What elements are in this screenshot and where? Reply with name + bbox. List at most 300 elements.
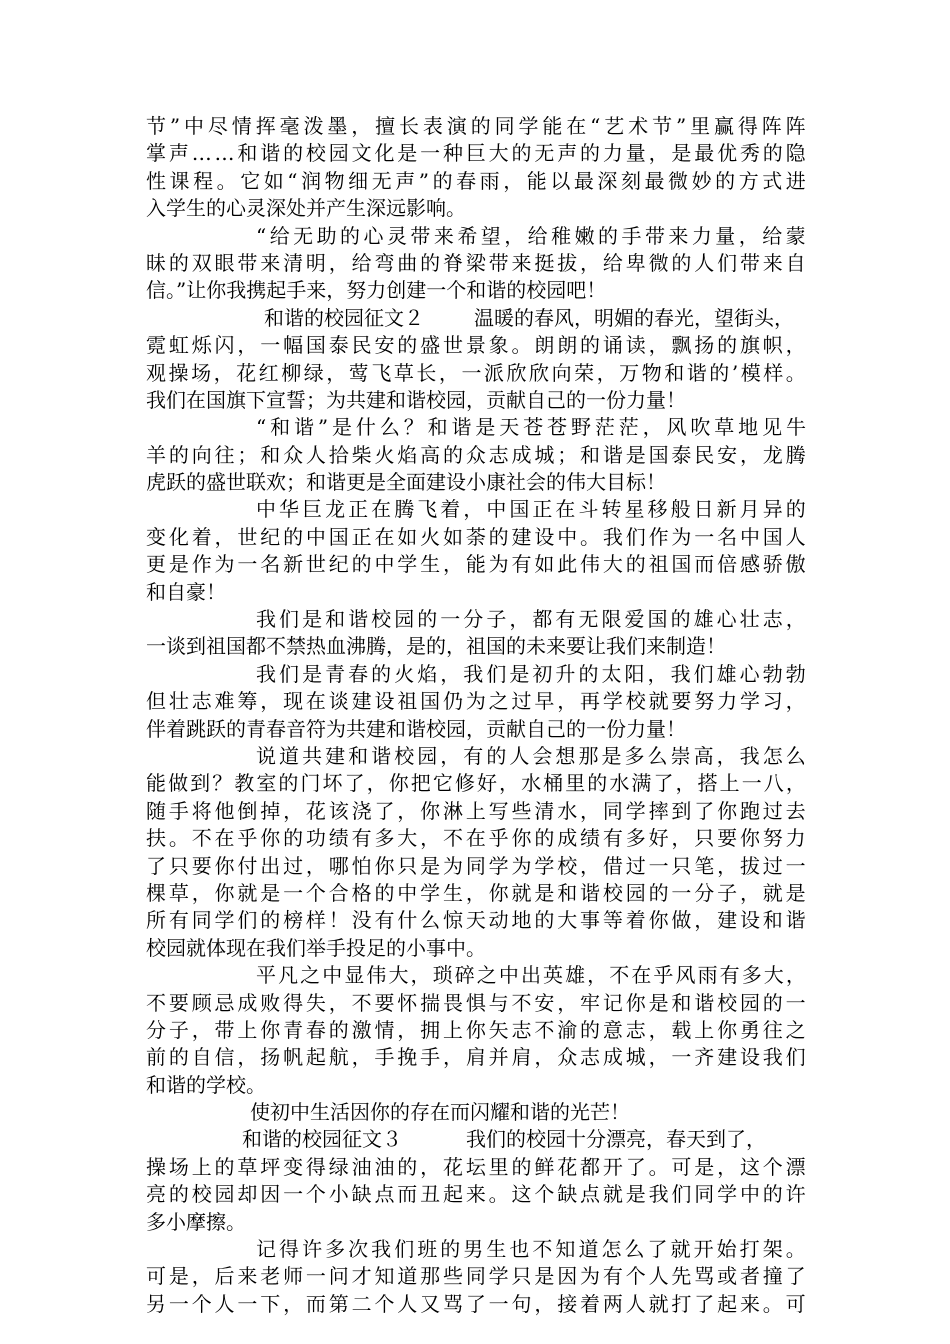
glyph: ，: [642, 415, 663, 440]
glyph: 的: [785, 497, 806, 522]
glyph: 设: [534, 524, 555, 549]
glyph: 力: [691, 223, 712, 248]
glyph: 因: [260, 1182, 281, 1207]
section-heading: 和谐的校园征文２: [264, 305, 424, 330]
glyph: 草: [237, 1154, 258, 1179]
glyph: 带: [488, 250, 509, 275]
line-text: 信。”让你我携起手来，努力创建一个和谐的校园吧！: [146, 278, 607, 303]
glyph: 和: [325, 607, 346, 632]
glyph: 多: [374, 826, 395, 851]
glyph: 子: [486, 607, 507, 632]
glyph: 的: [168, 1045, 189, 1070]
glyph: 有: [463, 743, 484, 768]
glyph: ，: [675, 771, 696, 796]
glyph: 细: [348, 168, 369, 193]
text-line: [146, 1263, 806, 1290]
glyph: ，: [717, 1154, 738, 1179]
text-line: [146, 195, 806, 222]
glyph: 和: [427, 415, 448, 440]
glyph: 把: [410, 771, 431, 796]
glyph: 有: [511, 552, 532, 577]
glyph: 掌: [146, 141, 166, 166]
glyph: 因: [557, 1264, 578, 1289]
glyph: 有: [719, 963, 740, 988]
glyph: ，: [463, 497, 484, 522]
glyph: 了: [694, 1291, 715, 1316]
glyph: 句: [511, 1291, 532, 1316]
glyph: 伟: [366, 963, 387, 988]
glyph: 成: [557, 826, 578, 851]
glyph: 感: [739, 552, 760, 577]
glyph: 雨: [479, 168, 500, 193]
glyph: 不: [442, 826, 463, 851]
glyph: 勃: [785, 661, 806, 686]
glyph: ，: [694, 908, 715, 933]
glyph: 幅: [283, 333, 304, 358]
glyph: 只: [694, 826, 715, 851]
glyph: 个: [762, 1154, 783, 1179]
glyph: ，: [785, 333, 806, 358]
glyph: 前: [146, 1045, 166, 1070]
glyph: 民: [694, 442, 715, 467]
glyph: 接: [557, 1291, 578, 1316]
glyph: 般: [670, 497, 691, 522]
glyph: 是: [625, 1182, 646, 1207]
text-line: [146, 962, 806, 989]
glyph: 转: [601, 497, 622, 522]
glyph: 最: [573, 168, 594, 193]
glyph: 就: [648, 1291, 669, 1316]
glyph: 。: [488, 1182, 509, 1207]
glyph: 你: [648, 908, 669, 933]
glyph: 共: [302, 743, 323, 768]
glyph: 阳: [624, 661, 645, 686]
glyph: 绿: [328, 1154, 349, 1179]
glyph: 怕: [351, 853, 372, 878]
glyph: 变: [283, 1154, 304, 1179]
glyph: 校: [305, 141, 326, 166]
glyph: 八: [763, 771, 784, 796]
glyph: 一: [694, 524, 715, 549]
glyph: 力: [602, 141, 623, 166]
glyph: 个: [305, 880, 326, 905]
glyph: 的: [168, 1182, 189, 1207]
glyph: 能: [526, 168, 547, 193]
glyph: 修: [454, 771, 475, 796]
glyph: 我: [648, 1182, 669, 1207]
glyph: 一: [488, 1291, 509, 1316]
glyph: 许: [785, 1182, 806, 1207]
text-line: [146, 880, 806, 907]
glyph: 乎: [488, 826, 509, 851]
glyph: 出: [260, 853, 281, 878]
glyph: 花: [305, 798, 326, 823]
glyph: ，: [739, 880, 760, 905]
glyph: 扬: [694, 333, 715, 358]
glyph: 正: [348, 497, 369, 522]
glyph: 盛: [420, 333, 441, 358]
glyph: 谐: [371, 743, 392, 768]
glyph: 成: [511, 442, 532, 467]
glyph: ，: [191, 1017, 212, 1042]
text-line: [146, 113, 806, 140]
glyph: 的: [374, 880, 395, 905]
glyph: 过: [762, 853, 783, 878]
glyph: 之: [300, 963, 321, 988]
glyph: 大: [557, 908, 578, 933]
glyph: ，: [648, 141, 669, 166]
glyph: 学: [488, 853, 509, 878]
glyph: 校: [602, 880, 623, 905]
glyph: ，: [534, 1291, 555, 1316]
glyph: 的: [417, 607, 438, 632]
glyph: 是: [302, 607, 323, 632]
glyph: 你: [625, 990, 646, 1015]
glyph: 拔: [557, 250, 578, 275]
glyph: 学: [488, 1264, 509, 1289]
glyph: 拔: [739, 853, 760, 878]
glyph: 拥: [420, 1017, 441, 1042]
glyph: 给: [527, 223, 548, 248]
glyph: 荼: [465, 524, 486, 549]
glyph: 水: [557, 798, 578, 823]
glyph: 能: [146, 771, 166, 796]
glyph: 在: [371, 497, 392, 522]
glyph: 日: [693, 497, 714, 522]
glyph: 如: [397, 524, 418, 549]
glyph: 你: [511, 826, 532, 851]
glyph: 得: [737, 114, 758, 138]
glyph: 的: [709, 360, 730, 385]
glyph: 开: [602, 1154, 623, 1179]
glyph: 却: [237, 1182, 258, 1207]
glyph: 校: [625, 689, 646, 714]
glyph: 分: [694, 880, 715, 905]
glyph: 扶: [146, 826, 166, 851]
glyph: 他: [214, 798, 235, 823]
glyph: 同: [191, 908, 212, 933]
glyph: ，: [328, 990, 349, 1015]
glyph: 水: [521, 771, 542, 796]
glyph: 谐: [348, 607, 369, 632]
glyph: 次: [348, 1237, 369, 1262]
glyph: 校: [557, 853, 578, 878]
glyph: 分: [463, 607, 484, 632]
glyph: 一: [648, 853, 669, 878]
glyph: 阵: [785, 114, 806, 138]
glyph: 成: [602, 1045, 623, 1070]
glyph: 祖: [397, 689, 418, 714]
text-line: [146, 277, 806, 304]
glyph: 朗: [557, 333, 578, 358]
glyph: 它: [240, 168, 261, 193]
glyph: 同: [465, 853, 486, 878]
glyph: 没: [351, 908, 372, 933]
glyph: 泼: [303, 114, 324, 138]
glyph: 在: [631, 963, 652, 988]
glyph: 朗: [534, 333, 555, 358]
glyph: …: [214, 141, 235, 166]
glyph: 要: [191, 853, 212, 878]
glyph: 记: [602, 990, 623, 1015]
text-line: [146, 305, 806, 332]
glyph: 肩: [465, 1045, 486, 1070]
glyph: 的: [397, 1154, 418, 1179]
glyph: 校: [191, 1182, 212, 1207]
glyph: 情: [374, 1017, 395, 1042]
glyph: ”: [418, 168, 430, 193]
glyph: 在: [214, 826, 235, 851]
glyph: 羊: [146, 442, 166, 467]
text-line: [146, 633, 806, 660]
glyph: 赢: [713, 114, 734, 138]
glyph: 惧: [465, 990, 486, 1015]
glyph: 们: [279, 661, 300, 686]
glyph: 雄: [716, 661, 737, 686]
glyph: 门: [300, 771, 321, 796]
glyph: 鲜: [534, 1154, 555, 1179]
text-line: [146, 770, 806, 797]
glyph: 的: [598, 223, 619, 248]
glyph: 。: [648, 1154, 669, 1179]
glyph: 物: [324, 168, 345, 193]
glyph: 齐: [694, 1045, 715, 1070]
glyph: 往: [214, 442, 235, 467]
glyph: 演: [446, 114, 467, 138]
glyph: 油: [374, 1154, 395, 1179]
glyph: 男: [463, 1237, 484, 1262]
glyph: 在: [555, 497, 576, 522]
glyph: 事: [580, 908, 601, 933]
text-line: [146, 935, 806, 962]
glyph: 帜: [762, 333, 783, 358]
glyph: 在: [374, 524, 395, 549]
glyph: 多: [741, 963, 762, 988]
glyph: 这: [511, 1182, 532, 1207]
glyph: 先: [671, 1264, 692, 1289]
glyph: 校: [394, 743, 415, 768]
glyph: 不: [511, 990, 532, 1015]
glyph: 程: [193, 168, 214, 193]
glyph: 志: [191, 689, 212, 714]
glyph: 油: [351, 1154, 372, 1179]
glyph: 勇: [739, 1017, 760, 1042]
glyph: 着: [440, 497, 461, 522]
glyph: 观: [146, 360, 166, 385]
glyph: ，: [557, 990, 578, 1015]
glyph: 化: [374, 141, 395, 166]
text-line: [146, 360, 806, 387]
glyph: 花: [557, 1154, 578, 1179]
text-line: [146, 524, 806, 551]
glyph: 的: [351, 552, 372, 577]
glyph: 格: [351, 880, 372, 905]
glyph: 的: [715, 168, 736, 193]
glyph: 你: [388, 771, 409, 796]
glyph: 多: [325, 1237, 346, 1262]
glyph: 式: [762, 168, 783, 193]
glyph: 凡: [278, 963, 299, 988]
glyph: 的: [717, 333, 738, 358]
glyph: 付: [237, 853, 258, 878]
glyph: 一: [440, 607, 461, 632]
glyph: 艺: [604, 114, 625, 138]
glyph: 的: [671, 250, 692, 275]
glyph: 了: [344, 771, 365, 796]
glyph: 谈: [328, 689, 349, 714]
glyph: 榜: [283, 908, 304, 933]
glyph: 荣: [574, 360, 595, 385]
glyph: 是: [648, 990, 669, 1015]
glyph: 你: [717, 798, 738, 823]
glyph: ，: [191, 880, 212, 905]
text-line: [146, 442, 806, 469]
line-text: 多小摩擦。: [146, 1209, 246, 1234]
glyph: 之: [488, 689, 509, 714]
glyph: 始: [716, 1237, 737, 1262]
glyph: 巨: [302, 497, 323, 522]
glyph: 绩: [580, 826, 601, 851]
glyph: 龙: [762, 442, 783, 467]
glyph: 牛: [785, 415, 806, 440]
glyph: 腾: [394, 497, 415, 522]
glyph: 昧: [146, 250, 166, 275]
glyph: 华: [279, 497, 300, 522]
glyph: 的: [762, 1182, 783, 1207]
glyph: 你: [260, 826, 281, 851]
glyph: 里: [565, 771, 586, 796]
glyph: 来: [668, 223, 689, 248]
glyph: 摔: [648, 798, 669, 823]
glyph: 傲: [785, 552, 806, 577]
glyph: 上: [442, 1017, 463, 1042]
glyph: 缺: [351, 1182, 372, 1207]
glyph: 带: [214, 1017, 235, 1042]
glyph: 道: [397, 1264, 418, 1289]
glyph: 在: [465, 826, 486, 851]
glyph: 航: [328, 1045, 349, 1070]
glyph: 惊: [442, 908, 463, 933]
glyph: ，: [504, 223, 525, 248]
glyph: ，: [648, 1045, 669, 1070]
glyph: 就: [511, 880, 532, 905]
glyph: ；: [237, 442, 258, 467]
glyph: 最: [644, 168, 665, 193]
glyph: 着: [625, 908, 646, 933]
glyph: ，: [351, 114, 372, 138]
line-text: 和自豪！: [146, 579, 226, 604]
glyph: 小: [328, 1182, 349, 1207]
glyph: 力: [785, 826, 806, 851]
glyph: 志: [580, 1045, 601, 1070]
glyph: 们: [625, 524, 646, 549]
glyph: 更: [146, 552, 166, 577]
glyph: 倍: [717, 552, 738, 577]
glyph: 道: [279, 743, 300, 768]
glyph: 火: [394, 661, 415, 686]
glyph: ，: [410, 963, 431, 988]
glyph: 你: [465, 1017, 486, 1042]
glyph: 弯: [374, 250, 395, 275]
glyph: 许: [302, 1237, 323, 1262]
glyph: ，: [785, 607, 806, 632]
text-line: [146, 1072, 806, 1099]
glyph: 我: [739, 743, 760, 768]
glyph: 写: [488, 798, 509, 823]
glyph: 但: [146, 689, 166, 714]
glyph: 同: [494, 114, 515, 138]
glyph: 校: [371, 607, 392, 632]
glyph: 清: [283, 250, 304, 275]
glyph: 苍: [547, 415, 568, 440]
glyph: “: [256, 415, 267, 440]
glyph: ，: [557, 689, 578, 714]
glyph: 模: [740, 360, 761, 385]
glyph: 是: [420, 853, 441, 878]
text-line: [146, 469, 806, 496]
glyph: 教: [234, 771, 255, 796]
glyph: 它: [432, 771, 453, 796]
glyph: 的: [397, 333, 418, 358]
glyph: 安: [717, 442, 738, 467]
glyph: 给: [351, 250, 372, 275]
glyph: 的: [260, 908, 281, 933]
glyph: 的: [486, 743, 507, 768]
glyph: 们: [279, 607, 300, 632]
glyph: 星: [624, 497, 645, 522]
glyph: 高: [420, 442, 441, 467]
glyph: 大: [388, 963, 409, 988]
glyph: 功: [305, 826, 326, 851]
glyph: 地: [511, 908, 532, 933]
glyph: ，: [260, 689, 281, 714]
glyph: 或: [717, 1264, 738, 1289]
glyph: ”: [169, 114, 181, 138]
glyph: 的: [511, 1154, 532, 1179]
glyph: 了: [465, 1291, 486, 1316]
glyph: 声: [557, 141, 578, 166]
glyph: 又: [420, 1291, 441, 1316]
glyph: ，: [580, 798, 601, 823]
glyph: 名: [260, 552, 281, 577]
glyph: 的: [648, 880, 669, 905]
glyph: 去: [785, 798, 806, 823]
glyph: 能: [542, 114, 563, 138]
glyph: 不: [146, 990, 166, 1015]
glyph: 也: [509, 1237, 530, 1262]
glyph: 学: [625, 798, 646, 823]
glyph: 绩: [328, 826, 349, 851]
glyph: ，: [305, 853, 326, 878]
glyph: 隐: [785, 141, 806, 166]
glyph: 矢: [488, 1017, 509, 1042]
glyph: 道: [578, 1237, 599, 1262]
glyph: 设: [739, 908, 760, 933]
glyph: ”: [317, 415, 329, 440]
glyph: 闪: [214, 333, 235, 358]
glyph: 手: [420, 1045, 441, 1070]
glyph: 爱: [624, 607, 645, 632]
glyph: 就: [648, 689, 669, 714]
glyph: 见: [762, 415, 783, 440]
glyph: 做: [168, 771, 189, 796]
glyph: 草: [393, 360, 414, 385]
glyph: 挺: [534, 250, 555, 275]
glyph: 同: [465, 1264, 486, 1289]
glyph: 和: [260, 442, 281, 467]
text-line: [146, 223, 806, 250]
glyph: ，: [785, 771, 806, 796]
